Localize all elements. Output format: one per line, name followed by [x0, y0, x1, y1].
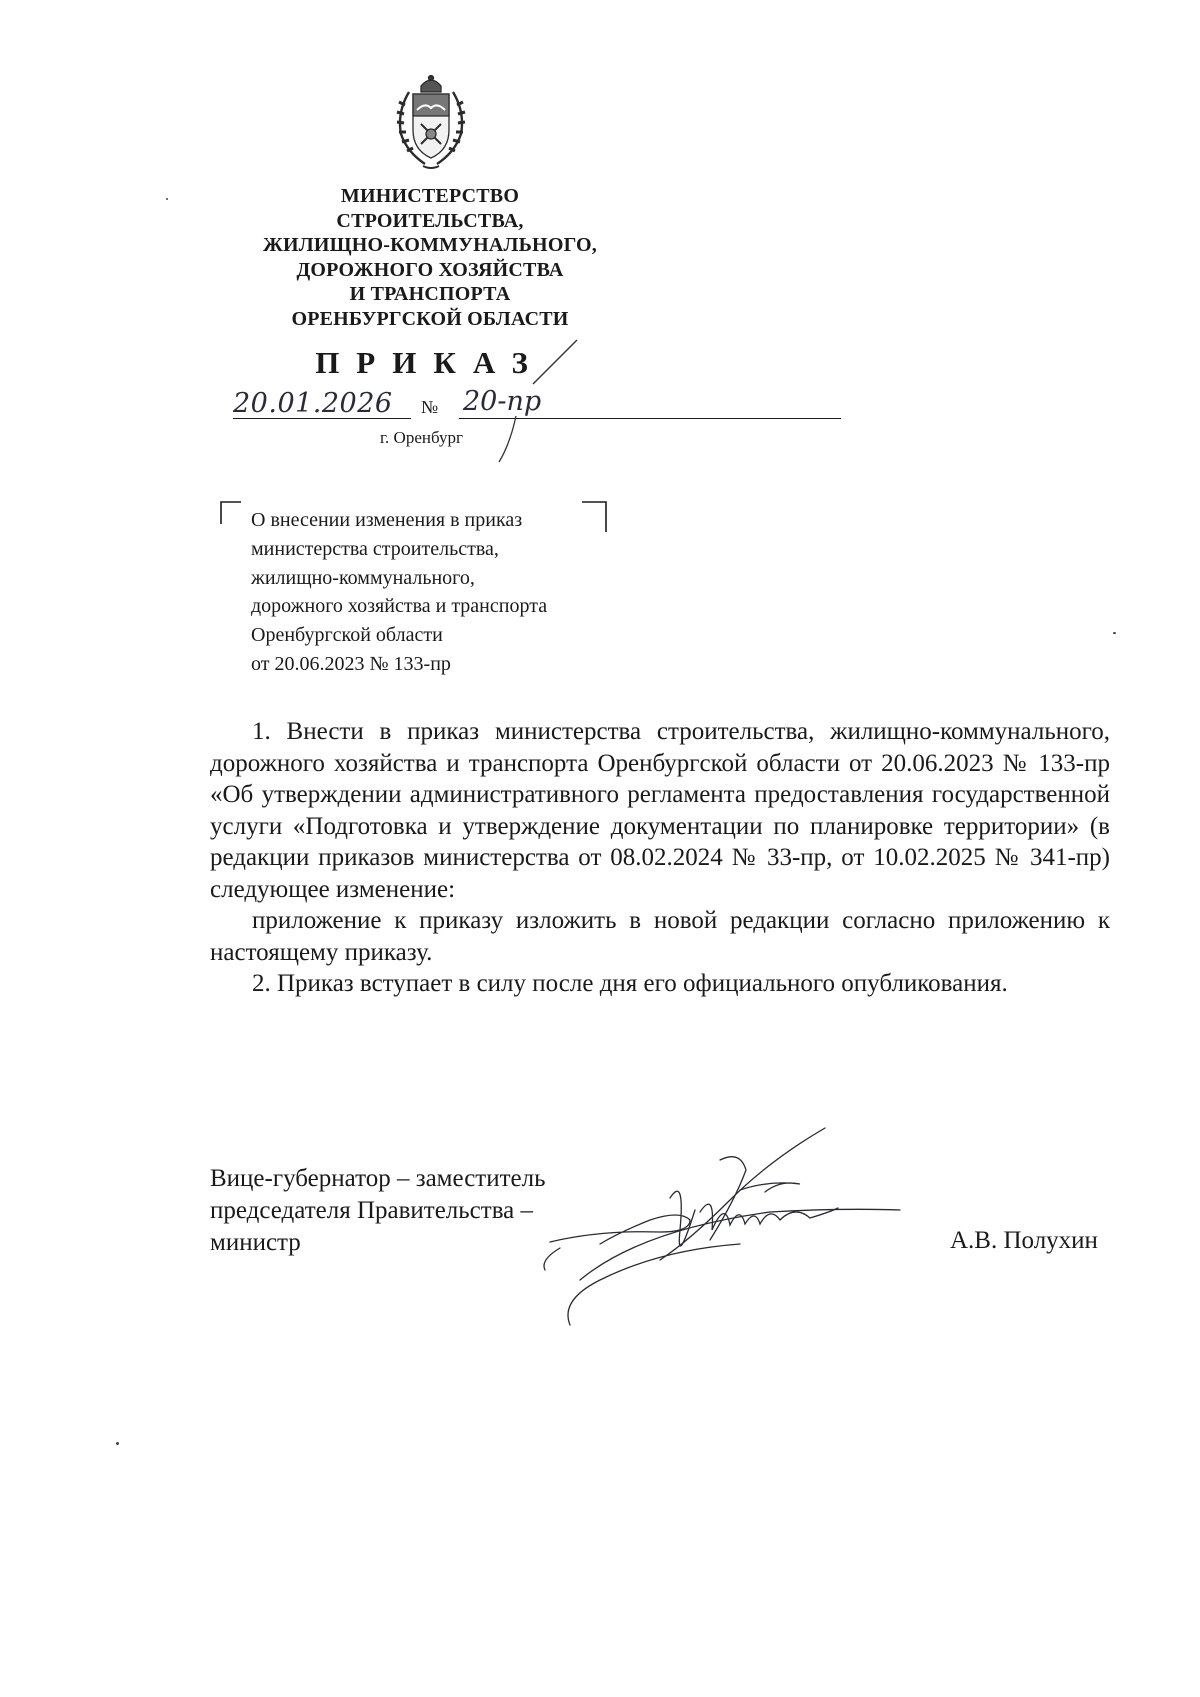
signatory-position — [210, 1163, 590, 1259]
pen-stroke-mark — [525, 338, 585, 386]
document-subject — [251, 506, 611, 679]
ministry-line: И ТРАНСПОРТА — [349, 283, 511, 305]
order-body — [210, 716, 1110, 1000]
coat-of-arms-emblem — [385, 72, 477, 172]
handwritten-number: 20-пр — [463, 386, 542, 417]
pen-stroke-mark — [496, 414, 518, 464]
position-line: министр — [210, 1229, 301, 1256]
scan-speck — [1113, 632, 1116, 634]
subject-line: министерства строительства, — [251, 537, 499, 560]
subject-line: от 20.06.2023 № 133-пр — [251, 652, 451, 675]
ministry-line: ДОРОЖНОГО ХОЗЯЙСТВА — [296, 258, 564, 281]
scan-speck — [116, 1442, 119, 1445]
subject-bracket-left — [219, 500, 241, 524]
ministry-line: МИНИСТЕРСТВО — [340, 185, 520, 207]
date-number-line — [233, 388, 613, 422]
handwritten-signature — [540, 1120, 940, 1340]
ministry-line: ОРЕНБУРГСКОЙ ОБЛАСТИ — [291, 307, 569, 330]
subject-line: жилищно-коммунального, — [251, 566, 475, 589]
document-type-title: ПРИКАЗ — [315, 345, 545, 380]
ministry-name — [220, 184, 640, 331]
body-paragraph-1-sub: приложение к приказу изложить в новой редакции согласно приложению к настоящему приказу. — [210, 907, 1110, 966]
number-sign: № — [421, 397, 439, 417]
city-label: г. Оренбург — [380, 428, 463, 447]
subject-line: Оренбургской области — [251, 624, 443, 647]
ministry-line: ЖИЛИЩНО-КОММУНАЛЬНОГО, — [263, 234, 597, 256]
ministry-line: СТРОИТЕЛЬСТВА, — [336, 209, 524, 232]
handwritten-date: 20.01.2026 — [233, 388, 393, 419]
date-underline — [233, 418, 411, 419]
position-line: председателя Правительства – — [210, 1197, 534, 1224]
body-paragraph-1: 1. Внести в приказ министерства строительства, жилищно-коммунального, дорожного хозяйства и транспорта Оренбургской области от 20.06.2023 № 133-пр «Об утверждении административного регламента предоставления государственной услуги «Подготовка и утверждение документации по планировке территории» (в редакции приказов министерства от 08.02.2024 № 33-пр, от 10.02.2025 № 341-пр) следующее изменение: — [210, 718, 1110, 903]
position-line: Вице-губернатор – заместитель — [210, 1165, 546, 1192]
body-paragraph-2: 2. Приказ вступает в силу после дня его официального опубликования. — [252, 970, 1008, 997]
scan-speck — [166, 198, 168, 200]
subject-line: дорожного хозяйства и транспорта — [251, 595, 548, 618]
signer-name: А.В. Полухин — [950, 1227, 1098, 1254]
subject-line: О внесении изменения в приказ — [251, 509, 523, 531]
